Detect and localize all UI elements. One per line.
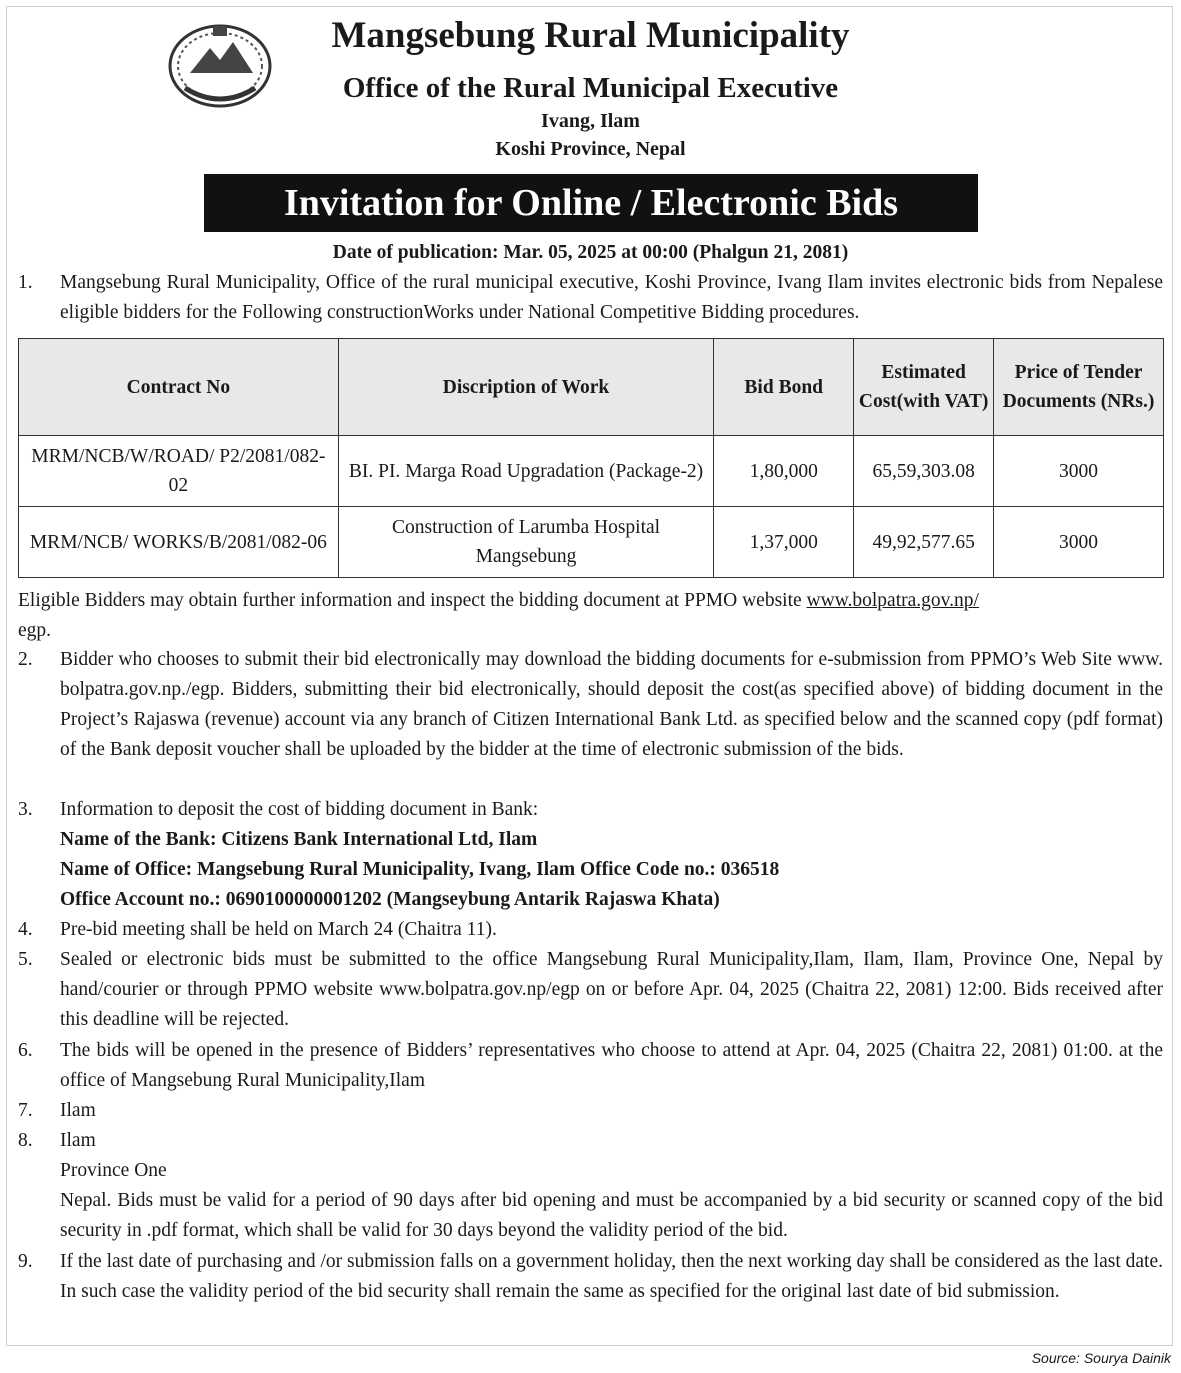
item-7-text: Ilam [60, 1100, 96, 1121]
item-8-body: Nepal. Bids must be valid for a period of 90 days after bid opening and must be accompanied by a bid security or scanned copy of the bid security in .pdf format, which shall be valid for 30 days beyond the validity period of the bid. [60, 1190, 1163, 1241]
estimated-cost: 49,92,577.65 [854, 507, 994, 578]
item-3-text [60, 795, 1163, 915]
item-number: 3. [18, 799, 33, 820]
item-number: 8. [18, 1130, 33, 1151]
item-8-line-2: Province One [60, 1160, 167, 1181]
work-description: BI. PI. Marga Road Upgradation (Package-2) [338, 436, 714, 507]
estimated-cost: 65,59,303.08 [854, 436, 994, 507]
bolpatra-link[interactable]: www.bolpatra.gov.np/ [806, 590, 979, 611]
item-number: 7. [18, 1100, 33, 1121]
tender-price: 3000 [994, 436, 1164, 507]
item-8-text [60, 1126, 1163, 1246]
location-line: Ivang, Ilam [541, 110, 640, 132]
col-header-price: Price of Tender Documents (NRs.) [994, 339, 1164, 436]
item-number: 9. [18, 1251, 33, 1272]
eligible-text: Eligible Bidders may obtain further information and inspect the bidding document at PPMO website [18, 590, 807, 611]
source-credit: Source: Sourya Dainik [1031, 1350, 1171, 1366]
eligible-bidders-text [18, 586, 1163, 646]
contract-no: MRM/NCB/W/ROAD/ P2/2081/082-02 [19, 436, 339, 507]
bank-name: Name of the Bank: Citizens Bank International Ltd, Ilam [60, 829, 538, 850]
col-header-bid-bond: Bid Bond [714, 339, 854, 436]
office-code: Name of Office: Mangsebung Rural Municipality, Ivang, Ilam Office Code no.: 036518 [60, 859, 780, 880]
tender-price: 3000 [994, 507, 1164, 578]
work-description: Construction of Larumba Hospital Mangsebung [338, 507, 714, 578]
col-header-description: Discription of Work [338, 339, 714, 436]
item-2-text: Bidder who chooses to submit their bid electronically may download the bidding documents for e-submission from PPMO’s Web Site www. bolpatra.gov.np./egp. Bidders, submitting their bid electronically, should deposit the cost(as specified above) of bidding document in the Project’s Rajaswa (revenue) account via any branch of Citizen International Bank Ltd. as specified below and the scanned copy (pdf format) of the Bank deposit voucher shall be uploaded by the bidder at the time of electronic submission of the bids. [60, 649, 1163, 760]
item-9-text: If the last date of purchasing and /or submission falls on a government holiday, then the next working day shall be considered as the last date. In such case the validity period of the bid security shall remain the same as specified for the original last date of bid submission. [60, 1251, 1163, 1302]
item-number: 2. [18, 649, 33, 670]
col-header-cost: Estimated Cost(with VAT) [854, 339, 994, 436]
col-header-contract: Contract No [19, 339, 339, 436]
item-5-text: Sealed or electronic bids must be submitted to the office Mangsebung Rural Municipality,Ilam, Ilam, Ilam, Province One, Nepal by hand/courier or through PPMO website www.bolpatra.gov.np/egp on or before Apr. 04, 2025 (Chaitra 22, 2081) 12:00. Bids received after this deadline will be rejected. [60, 949, 1163, 1030]
table-row [19, 507, 1164, 578]
item-1-text: Mangsebung Rural Municipality, Office of the rural municipal executive, Koshi Province, Ivang Ilam invites electronic bids from Nepalese eligible bidders for the Following constructionWorks under National Competitive Bidding procedures. [60, 272, 1163, 323]
province-line: Koshi Province, Nepal [495, 138, 686, 160]
item-number: 6. [18, 1040, 33, 1061]
item-number: 4. [18, 919, 33, 940]
contracts-table [18, 338, 1164, 578]
table-row [19, 436, 1164, 507]
contract-no: MRM/NCB/ WORKS/B/2081/082-06 [19, 507, 339, 578]
item-4-text: Pre-bid meeting shall be held on March 24 (Chaitra 11). [60, 919, 497, 940]
bid-bond: 1,80,000 [714, 436, 854, 507]
municipality-name: Mangsebung Rural Municipality [331, 15, 850, 56]
publication-date: Date of publication: Mar. 05, 2025 at 00:00 (Phalgun 21, 2081) [332, 242, 849, 263]
table-header-row [19, 339, 1164, 436]
item-number: 1. [18, 272, 33, 293]
account-number: Office Account no.: 0690100000001202 (Mangseybung Antarik Rajaswa Khata) [60, 889, 720, 910]
bank-info-intro: Information to deposit the cost of bidding document in Bank: [60, 799, 539, 820]
item-number: 5. [18, 949, 33, 970]
item-6-text: The bids will be opened in the presence of Bidders’ representatives who choose to attend at Apr. 04, 2025 (Chaitra 22, 2081) 01:00. at the office of Mangsebung Rural Municipality,Ilam [60, 1040, 1163, 1091]
bid-bond: 1,37,000 [714, 507, 854, 578]
item-8-line-1: Ilam [60, 1130, 96, 1151]
notice-title: Invitation for Online / Electronic Bids [204, 174, 978, 232]
office-name: Office of the Rural Municipal Executive [342, 72, 839, 104]
eligible-tail: egp. [18, 620, 52, 641]
